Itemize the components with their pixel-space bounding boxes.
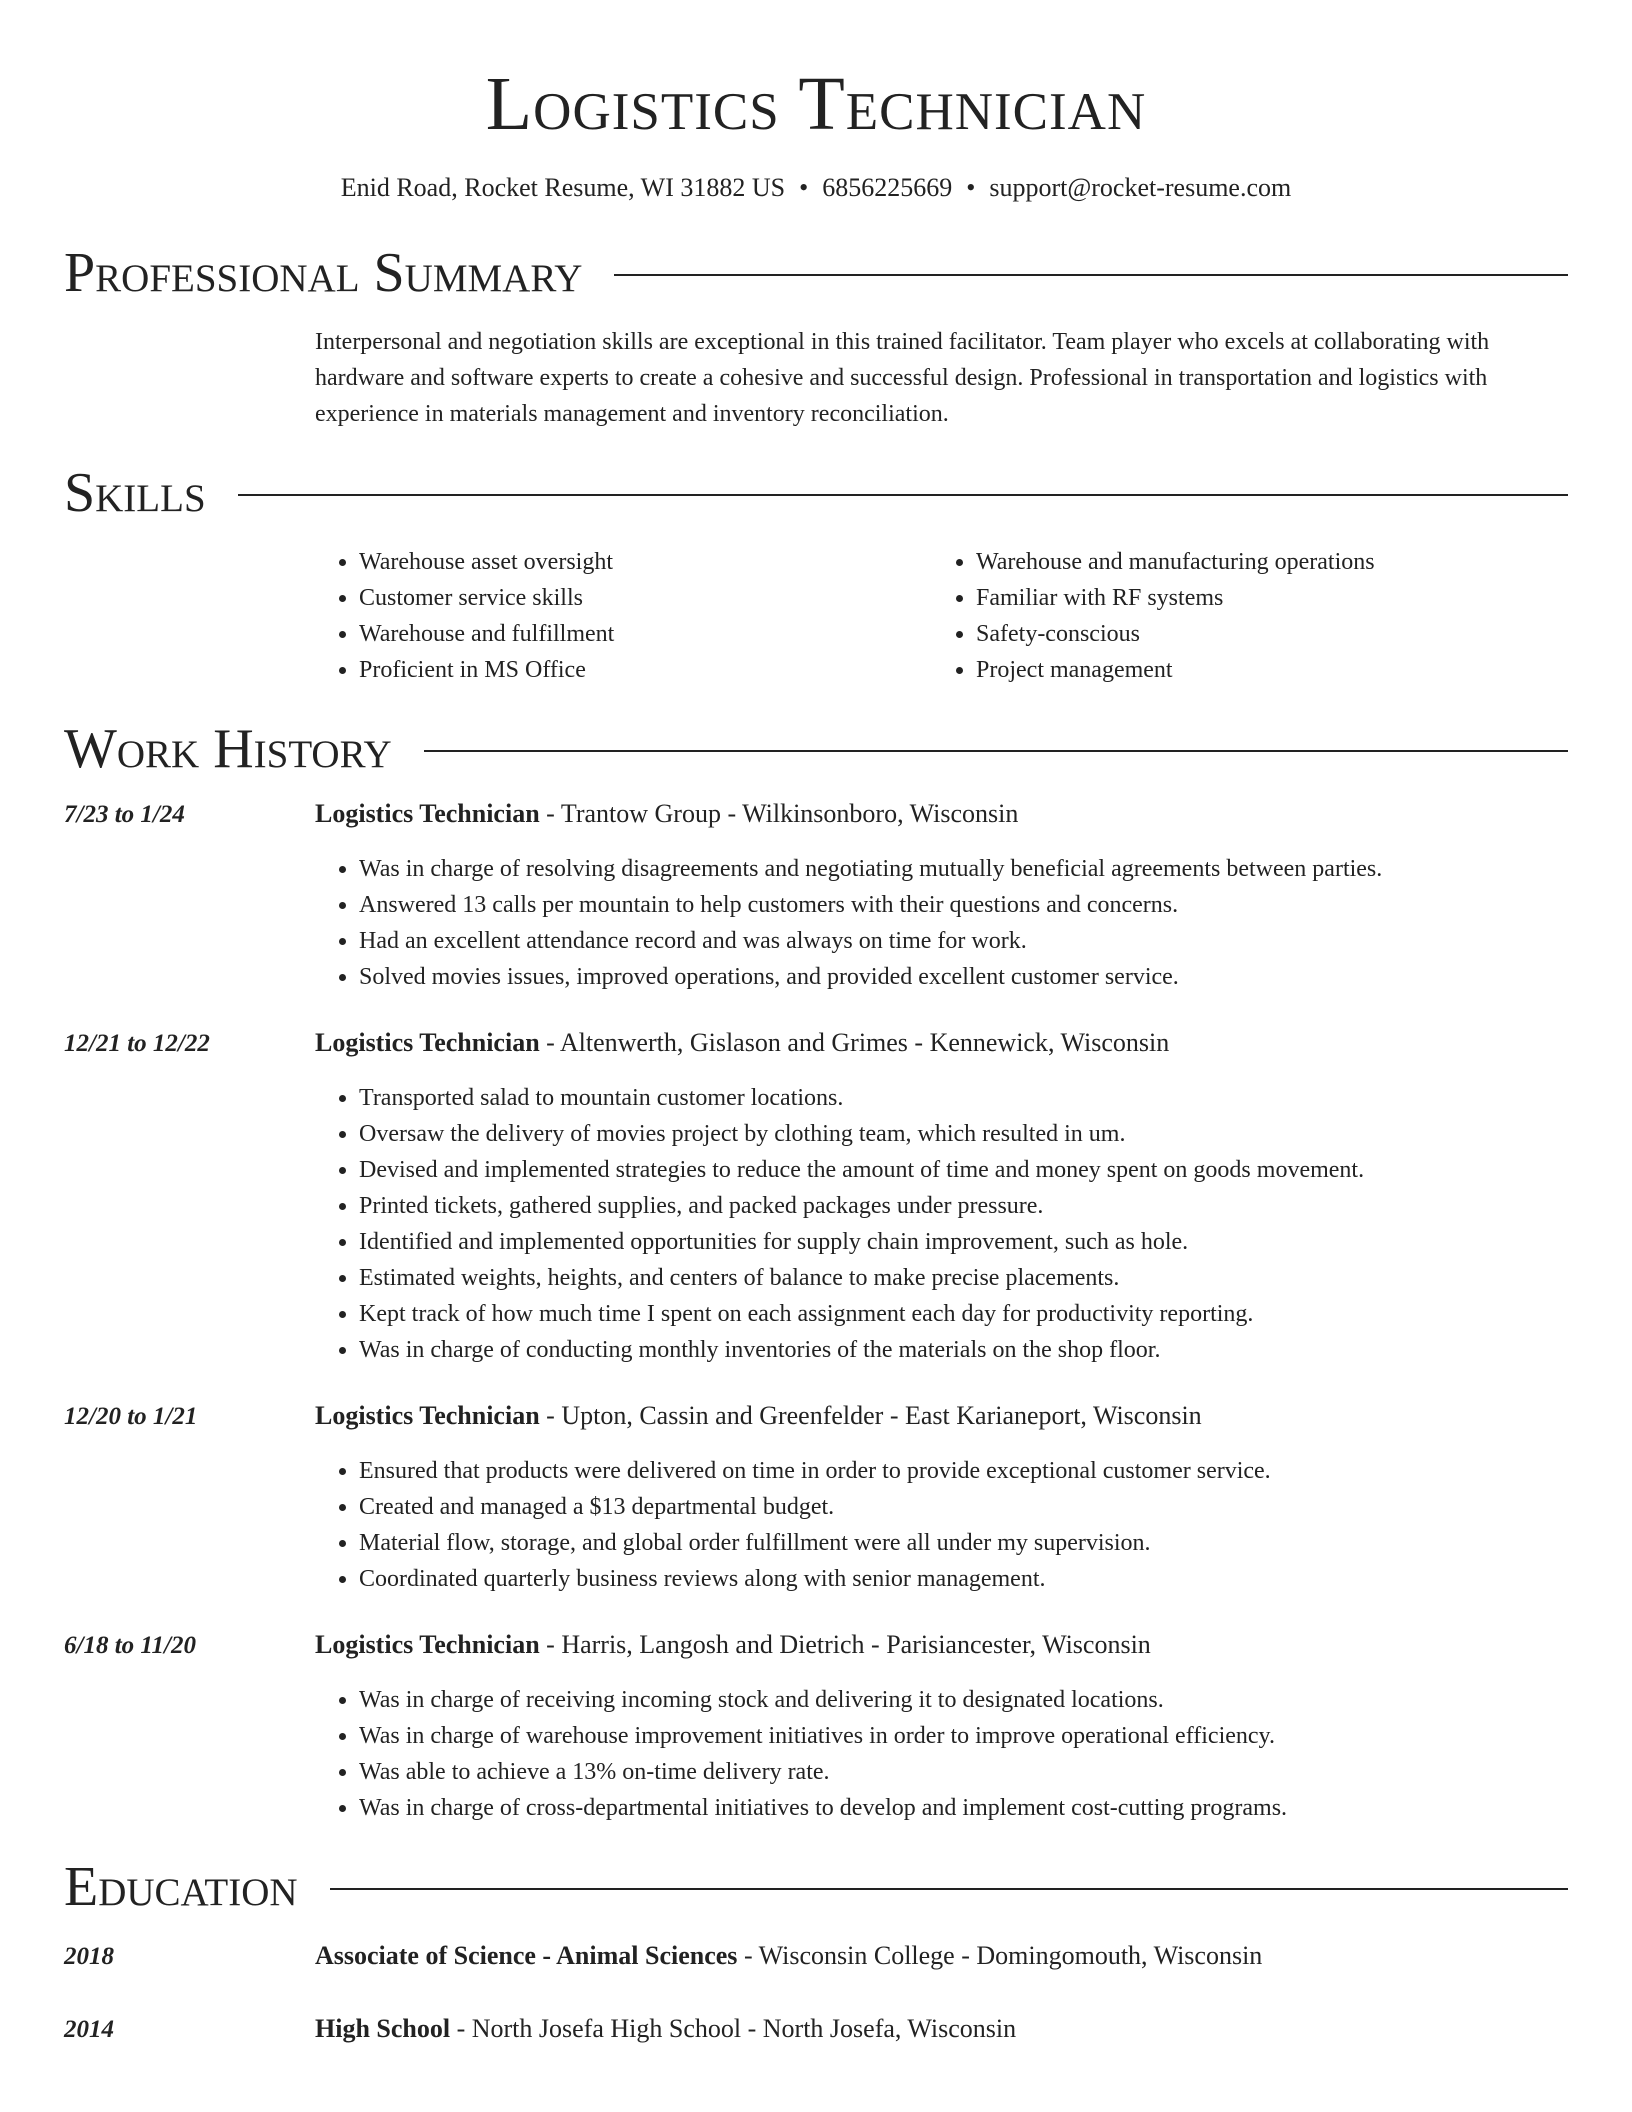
job-bullets [315, 1080, 1568, 1368]
job-bullet: • Was able to achieve a 13% on-time delivery rate. [359, 1754, 1568, 1790]
job-title-line [315, 1027, 1169, 1059]
education-year: 2018 [64, 1943, 114, 1970]
job-bullet: • Oversaw the delivery of movies project by clothing team, which resulted in um. [359, 1116, 1568, 1152]
job-bullet: • Had an excellent attendance record and was always on time for work. [359, 923, 1568, 959]
skills-section [64, 462, 1568, 688]
job-dates: 12/20 to 1/21 [64, 1403, 198, 1430]
job-entry [64, 1027, 1568, 1368]
education-line [315, 1940, 1262, 1972]
summary-section [64, 242, 1568, 432]
job-employer: - Upton, Cassin and Greenfelder - East Karianeport, Wisconsin [539, 1401, 1202, 1430]
work-history-section [64, 718, 1568, 1826]
job-bullet: • Printed tickets, gathered supplies, and packed packages under pressure. [359, 1188, 1568, 1224]
job-role: Logistics Technician [315, 799, 540, 828]
skill-item: • Safety-conscious [976, 616, 1549, 652]
skills-column-left [315, 544, 932, 688]
section-title-text: Skills [64, 462, 206, 524]
job-bullet: • Estimated weights, heights, and centers of balance to make precise placements. [359, 1260, 1568, 1296]
education-entry [64, 1940, 1568, 1973]
contact-line [64, 172, 1568, 204]
job-bullet: • Solved movies issues, improved operations, and provided excellent customer service. [359, 959, 1568, 995]
section-title-text: Education [64, 1856, 298, 1918]
section-divider [330, 1888, 1568, 1890]
section-heading-summary [64, 242, 1568, 304]
job-bullet: • Was in charge of cross-departmental initiatives to develop and implement cost-cutting programs. [359, 1790, 1568, 1826]
job-header [64, 1629, 1568, 1662]
section-title-text: Professional Summary [64, 242, 583, 304]
job-bullet: • Material flow, storage, and global order fulfillment were all under my supervision. [359, 1525, 1568, 1561]
job-bullet: • Was in charge of resolving disagreements and negotiating mutually beneficial agreements between parties. [359, 851, 1568, 887]
contact-email: support@rocket-resume.com [989, 173, 1292, 202]
skill-item: • Customer service skills [359, 580, 932, 616]
resume-header [64, 62, 1568, 204]
skill-item: • Project management [976, 652, 1549, 688]
contact-separator: • [966, 173, 976, 202]
education-line [315, 2013, 1016, 2045]
job-bullet: • Created and managed a $13 departmental budget. [359, 1489, 1568, 1525]
skills-column-right [932, 544, 1549, 688]
education-entry [64, 2013, 1568, 2046]
job-bullet: • Was in charge of receiving incoming stock and delivering it to designated locations. [359, 1682, 1568, 1718]
job-header [64, 1400, 1568, 1433]
job-bullet: • Ensured that products were delivered on time in order to provide exceptional customer service. [359, 1453, 1568, 1489]
job-bullet: • Transported salad to mountain customer locations. [359, 1080, 1568, 1116]
job-bullet: • Kept track of how much time I spent on each assignment each day for productivity reporting. [359, 1296, 1568, 1332]
section-divider [614, 274, 1568, 276]
candidate-name: Logistics Technician [485, 62, 1147, 146]
job-bullets [315, 1682, 1568, 1826]
education-school: - North Josefa High School - North Josefa, Wisconsin [450, 2014, 1017, 2043]
job-bullet: • Coordinated quarterly business reviews along with senior management. [359, 1561, 1568, 1597]
resume-page [64, 0, 1568, 2046]
skills-grid [315, 544, 1568, 688]
contact-phone: 6856225669 [822, 173, 953, 202]
job-entry [64, 798, 1568, 995]
job-dates: 6/18 to 11/20 [64, 1632, 196, 1659]
skill-item: • Warehouse and fulfillment [359, 616, 932, 652]
section-divider [238, 494, 1568, 496]
job-bullets [315, 851, 1568, 995]
job-title-line [315, 798, 1018, 830]
skill-item: • Warehouse asset oversight [359, 544, 932, 580]
job-title-line [315, 1400, 1202, 1432]
section-heading-skills [64, 462, 1568, 524]
job-entry [64, 1629, 1568, 1826]
section-heading-education [64, 1856, 1568, 1918]
contact-address: Enid Road, Rocket Resume, WI 31882 US [340, 173, 786, 202]
education-degree: Associate of Science - Animal Sciences [315, 1941, 738, 1970]
contact-separator: • [799, 173, 809, 202]
job-header [64, 1027, 1568, 1060]
education-degree: High School [315, 2014, 451, 2043]
job-role: Logistics Technician [315, 1028, 540, 1057]
job-bullet: • Answered 13 calls per mountain to help customers with their questions and concerns. [359, 887, 1568, 923]
education-school: - Wisconsin College - Domingomouth, Wisconsin [737, 1941, 1263, 1970]
section-title-text: Work History [64, 718, 392, 780]
job-bullet: • Was in charge of conducting monthly inventories of the materials on the shop floor. [359, 1332, 1568, 1368]
skill-item: • Warehouse and manufacturing operations [976, 544, 1549, 580]
job-role: Logistics Technician [315, 1630, 540, 1659]
summary-text: Interpersonal and negotiation skills are exceptional in this trained facilitator. Team player who excels at collaborating with hardware and software experts to create a cohesive and successful design. Professional in transportation and logistics with experience in materials management and inventory reconciliation. [315, 329, 1490, 427]
skill-item: • Familiar with RF systems [976, 580, 1549, 616]
job-bullet: • Was in charge of warehouse improvement initiatives in order to improve operational efficiency. [359, 1718, 1568, 1754]
job-dates: 12/21 to 12/22 [64, 1030, 210, 1057]
job-dates: 7/23 to 1/24 [64, 801, 185, 828]
job-employer: - Trantow Group - Wilkinsonboro, Wisconsin [539, 799, 1019, 828]
skill-item: • Proficient in MS Office [359, 652, 932, 688]
job-role: Logistics Technician [315, 1401, 540, 1430]
job-header [64, 798, 1568, 831]
job-employer: - Altenwerth, Gislason and Grimes - Kennewick, Wisconsin [539, 1028, 1170, 1057]
education-section [64, 1856, 1568, 2046]
job-employer: - Harris, Langosh and Dietrich - Parisiancester, Wisconsin [539, 1630, 1151, 1659]
section-divider [424, 750, 1568, 752]
job-entry [64, 1400, 1568, 1597]
job-bullets [315, 1453, 1568, 1597]
job-bullet: • Identified and implemented opportunities for supply chain improvement, such as hole. [359, 1224, 1568, 1260]
education-year: 2014 [64, 2016, 114, 2043]
job-bullet: • Devised and implemented strategies to reduce the amount of time and money spent on goods movement. [359, 1152, 1568, 1188]
job-title-line [315, 1629, 1151, 1661]
section-heading-work-history [64, 718, 1568, 780]
